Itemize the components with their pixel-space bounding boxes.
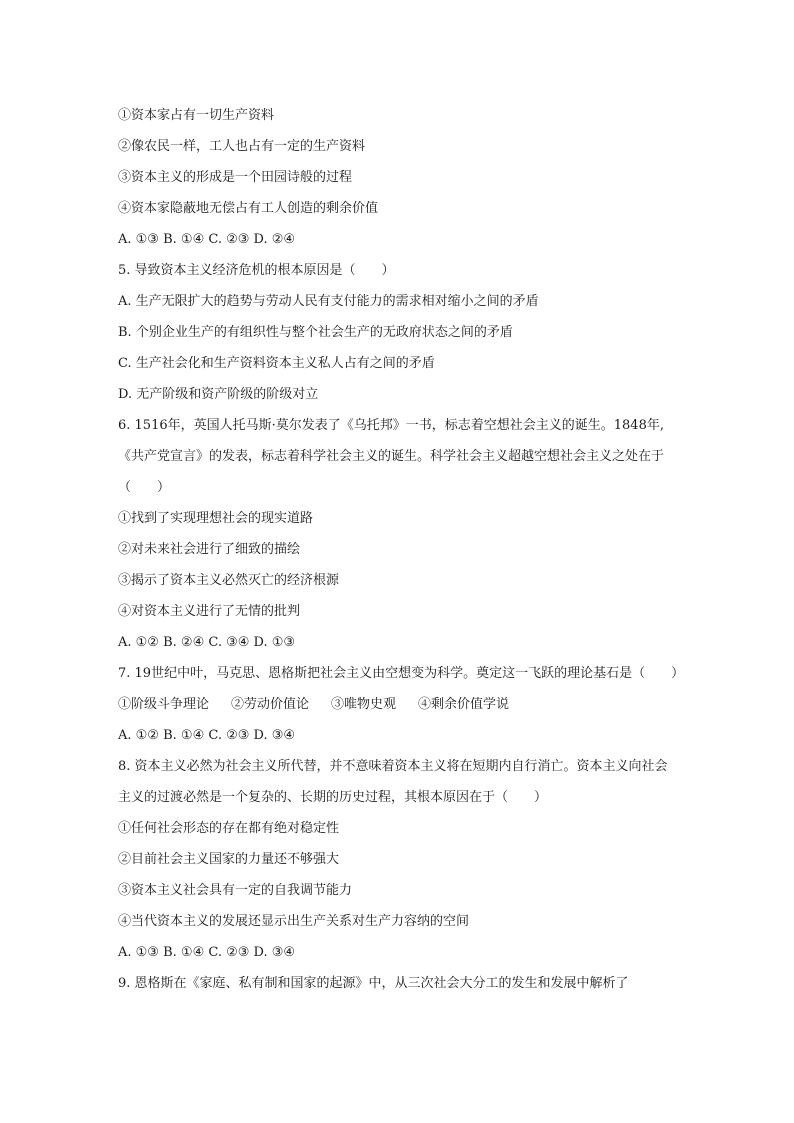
option-4: ④剩余价值学说 (418, 697, 510, 712)
answer-choices: A. ①② B. ②④ C. ③④ D. ①③ (118, 635, 296, 650)
option-4: ④资本家隐蔽地无偿占有工人创造的剩余价值 (118, 201, 379, 216)
option-2: ②对未来社会进行了细致的描绘 (118, 542, 301, 557)
question-4-continued (118, 100, 678, 255)
option-2: ②像农民一样，工人也占有一定的生产资料 (118, 139, 366, 154)
question-stem: 6. 1516年，英国人托马斯·莫尔发表了《乌托邦》一书，标志着空想社会主义的诞生。1848年,《共产党宣言》的发表，标志着科学社会主义的诞生。科学社会主义超越空想社会主义之处在于（ ） (118, 418, 665, 495)
option-3: ③揭示了资本主义必然灭亡的经济根源 (118, 573, 340, 588)
option-3: ③资本主义社会具有一定的自我调节能力 (118, 883, 353, 898)
question-7 (118, 658, 685, 751)
question-stem: 8. 资本主义必然为社会主义所代替，并不意味着资本主义将在短期内自行消亡。资本主义向社会主义的过渡必然是一个复杂的、长期的历史过程，其根本原因在于（ ） (118, 759, 668, 805)
question-stem: 9. 恩格斯在《家庭、私有制和国家的起源》中，从三次社会大分工的发生和发展中解析了 (118, 976, 629, 991)
question-stem: 7. 19世纪中叶，马克思、恩格斯把社会主义由空想变为科学。奠定这一飞跃的理论基石是（ ） (118, 666, 685, 681)
option-3: ③唯物史观 (331, 697, 397, 712)
option-1: ①资本家占有一切生产资料 (118, 108, 275, 123)
answer-choices: A. ①③ B. ①④ C. ②③ D. ③④ (118, 945, 296, 960)
option-1: ①任何社会形态的存在都有绝对稳定性 (118, 821, 340, 836)
option-4: ④当代资本主义的发展还显示出生产关系对生产力容纳的空间 (118, 914, 470, 929)
choice-d: D. 无产阶级和资产阶级的阶级对立 (118, 387, 319, 402)
choice-a: A. 生产无限扩大的趋势与劳动人民有支付能力的需求相对缩小之间的矛盾 (118, 294, 539, 309)
answer-choices: A. ①③ B. ①④ C. ②③ D. ②④ (118, 232, 296, 247)
choice-c: C. 生产社会化和生产资料资本主义私人占有之间的矛盾 (118, 356, 435, 371)
choice-b: B. 个别企业生产的有组织性与整个社会生产的无政府状态之间的矛盾 (118, 325, 513, 340)
question-9 (118, 968, 678, 999)
option-2: ②目前社会主义国家的力量还不够强大 (118, 852, 340, 867)
option-1: ①找到了实现理想社会的现实道路 (118, 511, 314, 526)
option-2: ②劳动价值论 (231, 697, 310, 712)
answer-choices: A. ①② B. ①④ C. ②③ D. ③④ (118, 728, 296, 743)
option-4: ④对资本主义进行了无情的批判 (118, 604, 301, 619)
option-1: ①阶级斗争理论 (118, 697, 210, 712)
question-6 (118, 410, 678, 658)
question-8 (118, 751, 678, 968)
document-page (118, 100, 685, 999)
option-3: ③资本主义的形成是一个田园诗般的过程 (118, 170, 353, 185)
question-5 (118, 255, 678, 410)
options-row (118, 689, 678, 720)
question-stem: 5. 导致资本主义经济危机的根本原因是（ ） (118, 263, 395, 278)
